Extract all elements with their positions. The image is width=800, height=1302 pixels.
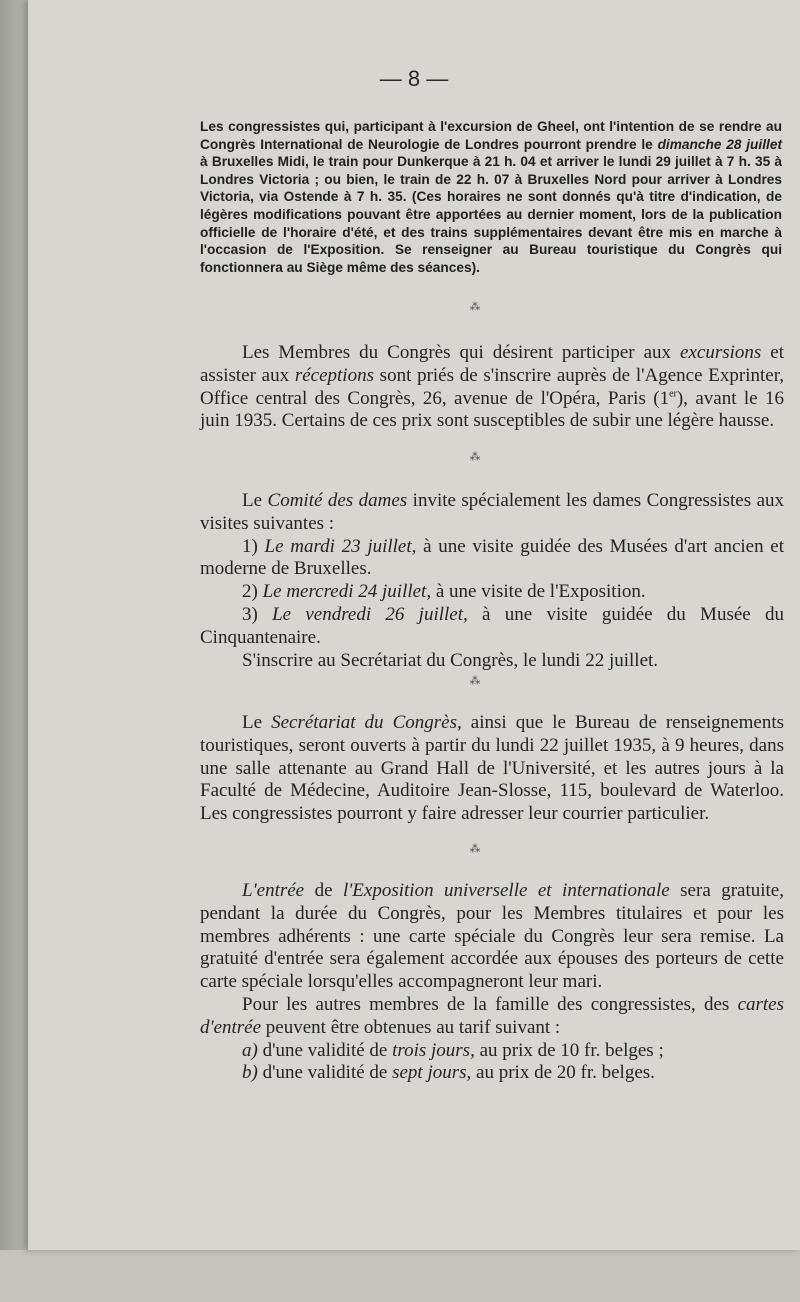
entry-cards-term: cartes d'entrée (200, 993, 784, 1038)
visit-item-2: 2) Le mercredi 24 juillet, à une visite de l'Exposition. (242, 581, 646, 603)
train-notice-paragraph (200, 118, 782, 276)
asterism-ornament-1: ⁂ (469, 300, 481, 313)
asterism-ornament-2: ⁂ (469, 450, 481, 463)
asterism-ornament-4: ⁂ (469, 842, 481, 855)
secretariat-paragraph: Le Secrétariat du Congrès, ainsi que le Bureau de renseignements touristiques, seront ouverts à partir du lundi 22 juillet 1935, à 9 heures, dans une salle attenante au Grand Hall de l'Université, et les autres jours à la Faculté de Médecine, Auditoire Jean-Slosse, 115, boulevard de Waterloo. Les congressistes pourront y faire adresser leur courrier particulier. (200, 712, 785, 825)
notice-text-1: Les congressistes qui, participant à l'excursion de Gheel, ont l'intention de se rendre au Congrès International de Neurologie de Londres pourront prendre le (200, 119, 782, 152)
document-page (28, 0, 800, 1250)
entry-cards-paragraph: Pour les autres membres de la famille des congressistes, des cartes d'entrée peuvent être obtenues au tarif suivant : (200, 993, 784, 1038)
notice-text-2: à Bruxelles Midi, le train pour Dunkerque à 21 h. 04 et arriver le lundi 29 juillet à 7 h. 35 à Londres Victoria ; ou bien, le train de 22 h. 07 à Bruxelles Nord pour arriver à Londres Victoria, via Ostende à 7 h. 35. (Ces horaires ne sont donnés qu'à titre d'indication, de légères modifications pouvant être apportées au dernier moment, lors de la publication officielle de l'horaire d'été, et des trains supplémentaires devant être mis en marche à l'occasion de l'Exposition. Se renseigner au Bureau touristique du Congrès qui fonctionnera au Siège même des séances). (200, 154, 782, 275)
exposition-term: l'Exposition universelle et internationale (342, 880, 670, 901)
visit-item-1: 1) Le mardi 23 juillet, à une visite guidée des Musées d'art ancien et moderne de Bruxelles. (200, 535, 784, 580)
page-number: — 8 — (379, 66, 449, 91)
excursions-term: excursions (680, 342, 762, 363)
tariff-item-a: a) d'une validité de trois jours, au prix de 10 fr. belges ; (242, 1039, 664, 1061)
notice-date: dimanche 28 juillet (657, 136, 782, 152)
ladies-intro: Le Comité des dames invite spécialement les dames Congressistes aux visites suivantes : (200, 490, 784, 534)
scan-bottom-strip (0, 1250, 800, 1302)
receptions-term: réceptions (294, 364, 374, 386)
exposition-section (200, 880, 784, 1085)
exposition-paragraph: L'entrée de l'Exposition universelle et internationale sera gratuite, pendant la durée du Congrès, pour les Membres titulaires et pour les membres adhérents : une carte spéciale du Congrès leur sera remise. La gratuité d'entrée sera également accordée aux épouses des porteurs de cette carte spéciale lorsqu'elles accompagneront leur mari. (200, 880, 784, 993)
page-gutter-shadow (0, 0, 28, 1302)
asterism-ornament-3: ⁂ (469, 674, 481, 687)
ladies-committee-section (200, 490, 784, 672)
visit-item-3: 3) Le vendredi 26 juillet, à une visite guidée du Musée du Cinquantenaire. (200, 603, 784, 648)
ladies-registration: S'inscrire au Secrétariat du Congrès, le lundi 22 juillet. (242, 649, 659, 671)
ladies-committee-term: Comité des dames (267, 490, 408, 511)
tariff-item-b: b) d'une validité de sept jours, au prix de 20 fr. belges. (242, 1062, 655, 1084)
receptions-paragraph: Les Membres du Congrès qui désirent participer aux excursions et assister aux réceptions sont priés de s'inscrire auprès de l'Agence Exprinter, Office central des Congrès, 26, avenue de l'Opéra, Paris (1er), avant le 16 juin 1935. Certains de ces prix sont susceptibles de subir une légère hausse. (200, 342, 785, 432)
secretariat-term: Secrétariat du Congrès, (271, 712, 462, 733)
